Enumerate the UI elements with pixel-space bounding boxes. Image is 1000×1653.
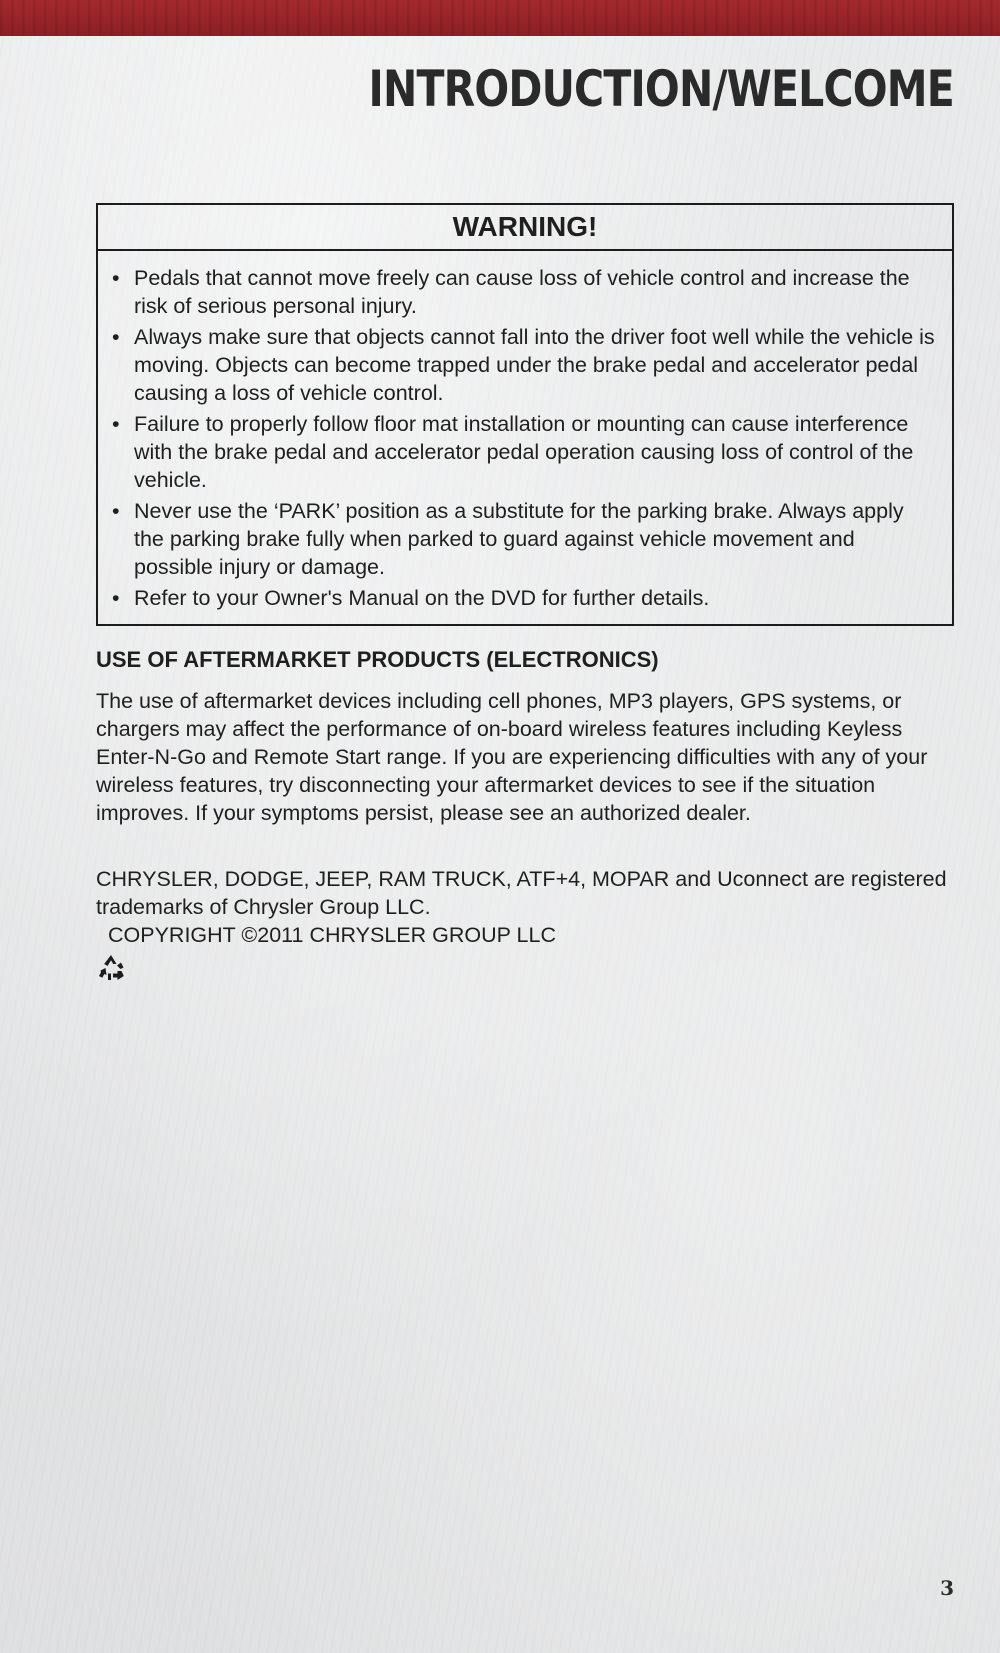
warning-item-text: Never use the ‘PARK’ position as a substitute for the parking brake. Always apply the parking brake fully when parked to guard against vehicle movement and possible injury or damage. [134,499,904,579]
warning-item [112,323,938,407]
warning-item-text: Failure to properly follow floor mat installation or mounting can cause interference with the brake pedal and accelerator pedal operation causing loss of control of the vehicle. [134,412,914,492]
warning-item [112,264,938,320]
bullet-icon: • [112,266,120,290]
warning-item [112,410,938,494]
recycle-icon [96,953,126,983]
bullet-icon: • [112,499,120,523]
page-number: 3 [940,1576,954,1600]
warning-box [96,203,954,626]
warning-item [112,584,938,612]
top-color-band [0,0,1000,36]
warning-item [112,497,938,581]
copyright-notice: COPYRIGHT ©2011 CHRYSLER GROUP LLC [108,923,556,947]
bullet-icon: • [112,412,120,436]
warning-item-text: Always make sure that objects cannot fall into the driver foot well while the vehicle is moving. Objects can become trapped under the brake pedal and accelerator pedal causing a loss of vehicle control. [134,325,935,405]
warning-item-text: Refer to your Owner's Manual on the DVD for further details. [134,586,710,610]
warning-list [98,251,952,624]
page-title: INTRODUCTION/WELCOME [368,60,954,118]
warning-title: WARNING! [98,205,952,251]
trademark-notice: CHRYSLER, DODGE, JEEP, RAM TRUCK, ATF+4, MOPAR and Uconnect are registered trademarks of Chrysler Group LLC. [96,867,947,919]
aftermarket-paragraph: The use of aftermarket devices including cell phones, MP3 players, GPS systems, or chargers may affect the performance of on-board wireless features including Keyless Enter-N-Go and Remote Start range. If you are experiencing difficulties with any of your wireless features, try disconnecting your aftermarket devices to see if the situation improves. If your symptoms persist, please see an authorized dealer. [96,689,928,825]
bullet-icon: • [112,586,120,610]
bullet-icon: • [112,325,120,349]
aftermarket-heading: USE OF AFTERMARKET PRODUCTS (ELECTRONICS) [96,647,659,672]
warning-item-text: Pedals that cannot move freely can cause loss of vehicle control and increase the risk of serious personal injury. [134,266,910,318]
